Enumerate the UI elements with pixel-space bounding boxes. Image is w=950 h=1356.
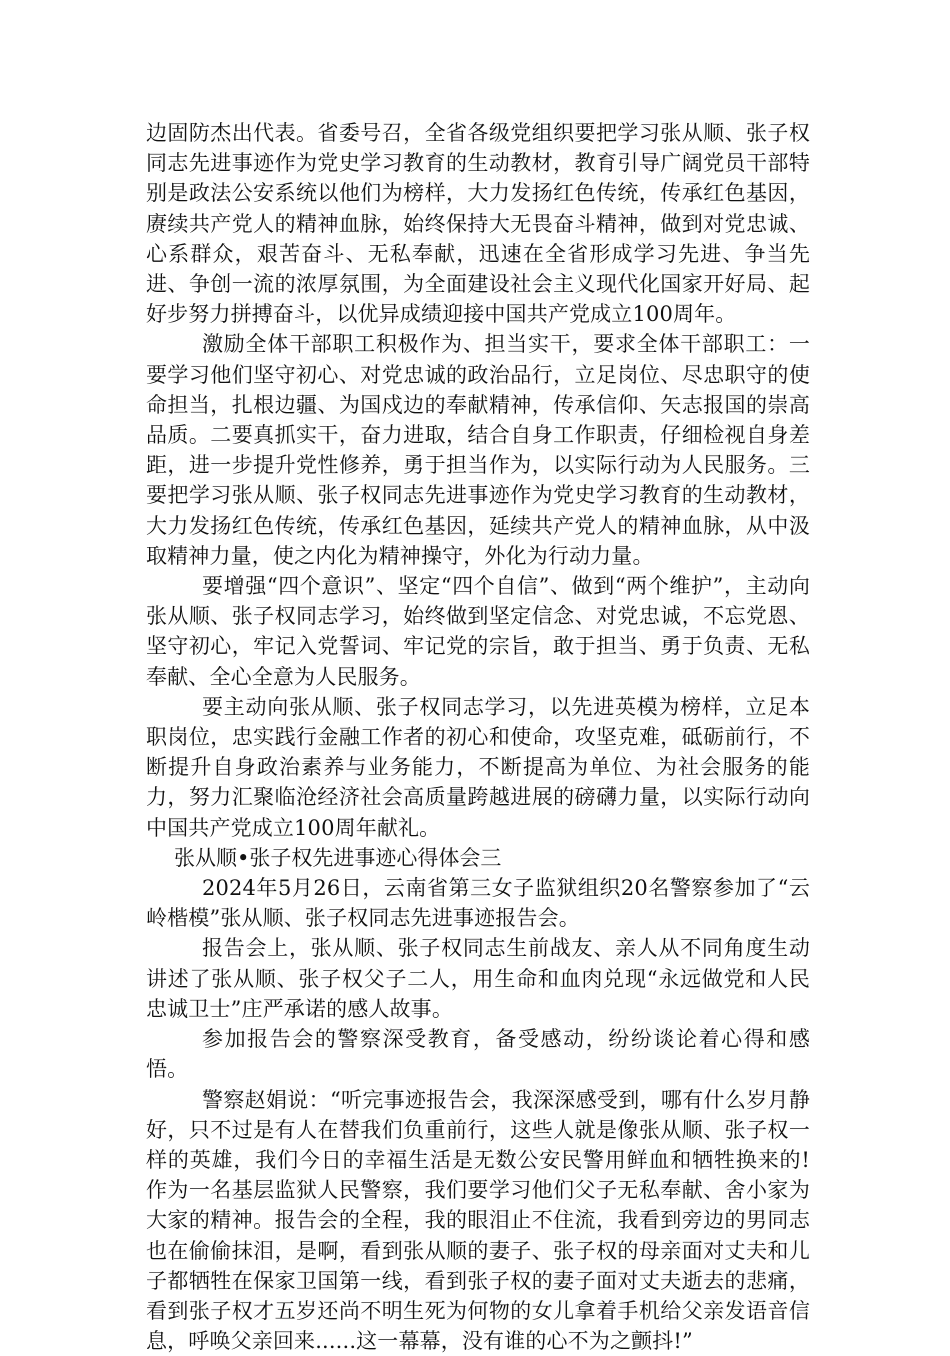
- paragraph-6: 报告会上，张从顺、张子权同志生前战友、亲人从不同角度生动讲述了张从顺、张子权父子二人，用生命和血肉兑现“永远做党和人民忠诚卫士”庄严承诺的感人故事。: [146, 933, 810, 1024]
- paragraph-4: 要主动向张从顺、张子权同志学习，以先进英模为榜样，立足本职岗位，忠实践行金融工作者的初心和使命，攻坚克难，砥砺前行，不断提升自身政治素养与业务能力，不断提高为单位、为社会服务的能力，努力汇聚临沧经济社会高质量跨越进展的磅礴力量，以实际行动向中国共产党成立100周年献礼。: [146, 692, 810, 843]
- paragraph-7: 参加报告会的警察深受教育，备受感动，纷纷谈论着心得和感悟。: [146, 1024, 810, 1084]
- paragraph-2: 激励全体干部职工积极作为、担当实干，要求全体干部职工：一要学习他们坚守初心、对党忠诚的政治品行，立足岗位、尽忠职守的使命担当，扎根边疆、为国戍边的奉献精神，传承信仰、矢志报国的崇高品质。二要真抓实干，奋力进取，结合自身工作职责，仔细检视自身差距，进一步提升党性修养，勇于担当作为，以实际行动为人民服务。三要把学习张从顺、张子权同志先进事迹作为党史学习教育的生动教材，大力发扬红色传统，传承红色基因，延续共产党人的精神血脉，从中汲取精神力量，使之内化为精神操守，外化为行动力量。: [146, 329, 810, 571]
- paragraph-1: 边固防杰出代表。省委号召，全省各级党组织要把学习张从顺、张子权同志先进事迹作为党史学习教育的生动教材，教育引导广阔党员干部特别是政法公安系统以他们为榜样，大力发扬红色传统，传承红色基因，赓续共产党人的精神血脉，始终保持大无畏奋斗精神，做到对党忠诚、心系群众，艰苦奋斗、无私奉献，迅速在全省形成学习先进、争当先进、争创一流的浓厚氛围，为全面建设社会主义现代化国家开好局、起好步努力拼搏奋斗，以优异成绩迎接中国共产党成立100周年。: [146, 118, 810, 329]
- document-page: [146, 118, 810, 1356]
- paragraph-8: 警察赵娟说：“听完事迹报告会，我深深感受到，哪有什么岁月静好，只不过是有人在替我们负重前行，这些人就是像张从顺、张子权一样的英雄，我们今日的幸福生活是无数公安民警用鲜血和牺牲换来的!作为一名基层监狱人民警察，我们要学习他们父子无私奉献、舍小家为大家的精神。报告会的全程，我的眼泪止不住流，我看到旁边的男同志也在偷偷抹泪，是啊，看到张从顺的妻子、张子权的母亲面对丈夫和儿子都牺牲在保家卫国第一线，看到张子权的妻子面对丈夫逝去的悲痛，看到张子权才五岁还尚不明生死为何物的女儿拿着手机给父亲发语音信息，呼唤父亲回来......这一幕幕，没有谁的心不为之颤抖!”: [146, 1085, 810, 1356]
- paragraph-5: 2024年5月26日，云南省第三女子监狱组织20名警察参加了“云岭楷模”张从顺、张子权同志先进事迹报告会。: [146, 873, 810, 933]
- section-heading: 张从顺•张子权先进事迹心得体会三: [146, 843, 810, 873]
- paragraph-3: 要增强“四个意识”、坚定“四个自信”、做到“两个维护”，主动向张从顺、张子权同志学习，始终做到坚定信念、对党忠诚，不忘党恩、坚守初心，牢记入党誓词、牢记党的宗旨，敢于担当、勇于负责、无私奉献、全心全意为人民服务。: [146, 571, 810, 692]
